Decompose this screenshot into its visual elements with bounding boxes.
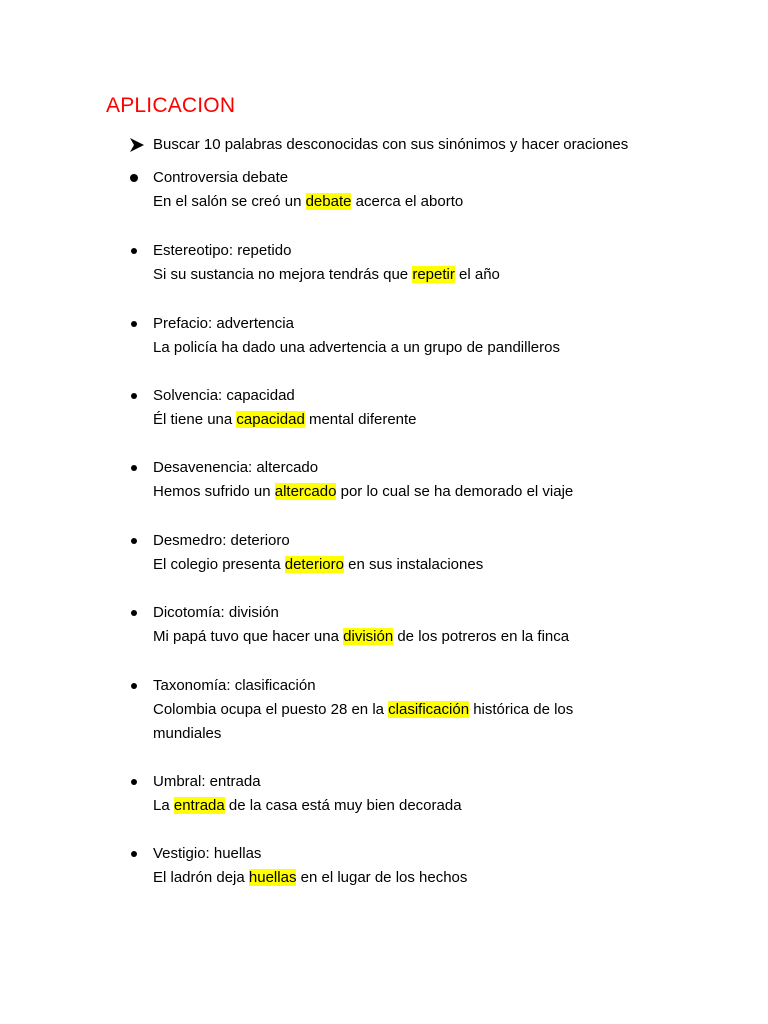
term: Prefacio: advertencia: [153, 315, 294, 332]
bullet-icon: [130, 239, 153, 263]
highlighted-word: división: [343, 628, 394, 645]
example-sentence: Si su sustancia no mejora tendrás que repetir el año: [153, 266, 500, 283]
example-sentence: El ladrón deja huellas en el lugar de los hechos: [153, 869, 468, 886]
list-item: [130, 312, 623, 360]
example-sentence: La entrada de la casa está muy bien decorada: [153, 797, 462, 814]
term: Desmedro: deterioro: [153, 532, 290, 549]
highlighted-word: deterioro: [284, 556, 344, 573]
intro-text: Buscar 10 palabras desconocidas con sus sinónimos y hacer oraciones: [153, 136, 629, 153]
arrow-bullet-icon: [129, 137, 145, 153]
term: Umbral: entrada: [153, 773, 261, 790]
highlighted-word: entrada: [173, 797, 225, 814]
term: Estereotipo: repetido: [153, 242, 292, 259]
page-title: APLICACION: [106, 94, 236, 117]
term: Dicotomía: división: [153, 604, 279, 621]
bullet-icon: [130, 166, 153, 190]
bullet-icon: [130, 529, 153, 553]
example-sentence: En el salón se creó un debate acerca el aborto: [153, 193, 464, 210]
highlighted-word: clasificación: [388, 701, 470, 718]
example-sentence: La policía ha dado una advertencia a un grupo de pandilleros: [153, 339, 560, 356]
bullet-icon: [130, 770, 153, 794]
term: Desavenencia: altercado: [153, 459, 319, 476]
term: Controversia debate: [153, 169, 289, 186]
bullet-icon: [130, 842, 153, 866]
highlighted-word: debate: [305, 193, 352, 210]
list-item: [130, 770, 623, 818]
term: Taxonomía: clasificación: [153, 677, 316, 694]
list-item: [130, 456, 623, 504]
bullet-icon: [130, 674, 153, 698]
example-sentence: El colegio presenta deterioro en sus instalaciones: [153, 556, 484, 573]
highlighted-word: capacidad: [236, 411, 305, 428]
list-item: [130, 384, 623, 432]
example-sentence: Hemos sufrido un altercado por lo cual se ha demorado el viaje: [153, 483, 574, 500]
list-item: [130, 166, 623, 214]
list-item: [130, 529, 623, 577]
example-sentence: Él tiene una capacidad mental diferente: [153, 411, 417, 428]
highlighted-word: repetir: [412, 266, 455, 283]
highlighted-word: altercado: [274, 483, 337, 500]
bullet-icon: [130, 384, 153, 408]
list-item: [130, 239, 623, 287]
bullet-icon: [130, 312, 153, 336]
bullet-icon: [130, 456, 153, 480]
intro-line: [129, 136, 628, 153]
list-item: [130, 842, 623, 890]
list-item: [130, 601, 623, 649]
highlighted-word: huellas: [248, 869, 297, 886]
term: Solvencia: capacidad: [153, 387, 295, 404]
example-sentence: Mi papá tuvo que hacer una división de los potreros en la finca: [153, 628, 570, 645]
example-sentence: Colombia ocupa el puesto 28 en la clasificación histórica de los mundiales: [153, 701, 574, 742]
list-item: [130, 674, 623, 746]
term: Vestigio: huellas: [153, 845, 262, 862]
bullet-icon: [130, 601, 153, 625]
